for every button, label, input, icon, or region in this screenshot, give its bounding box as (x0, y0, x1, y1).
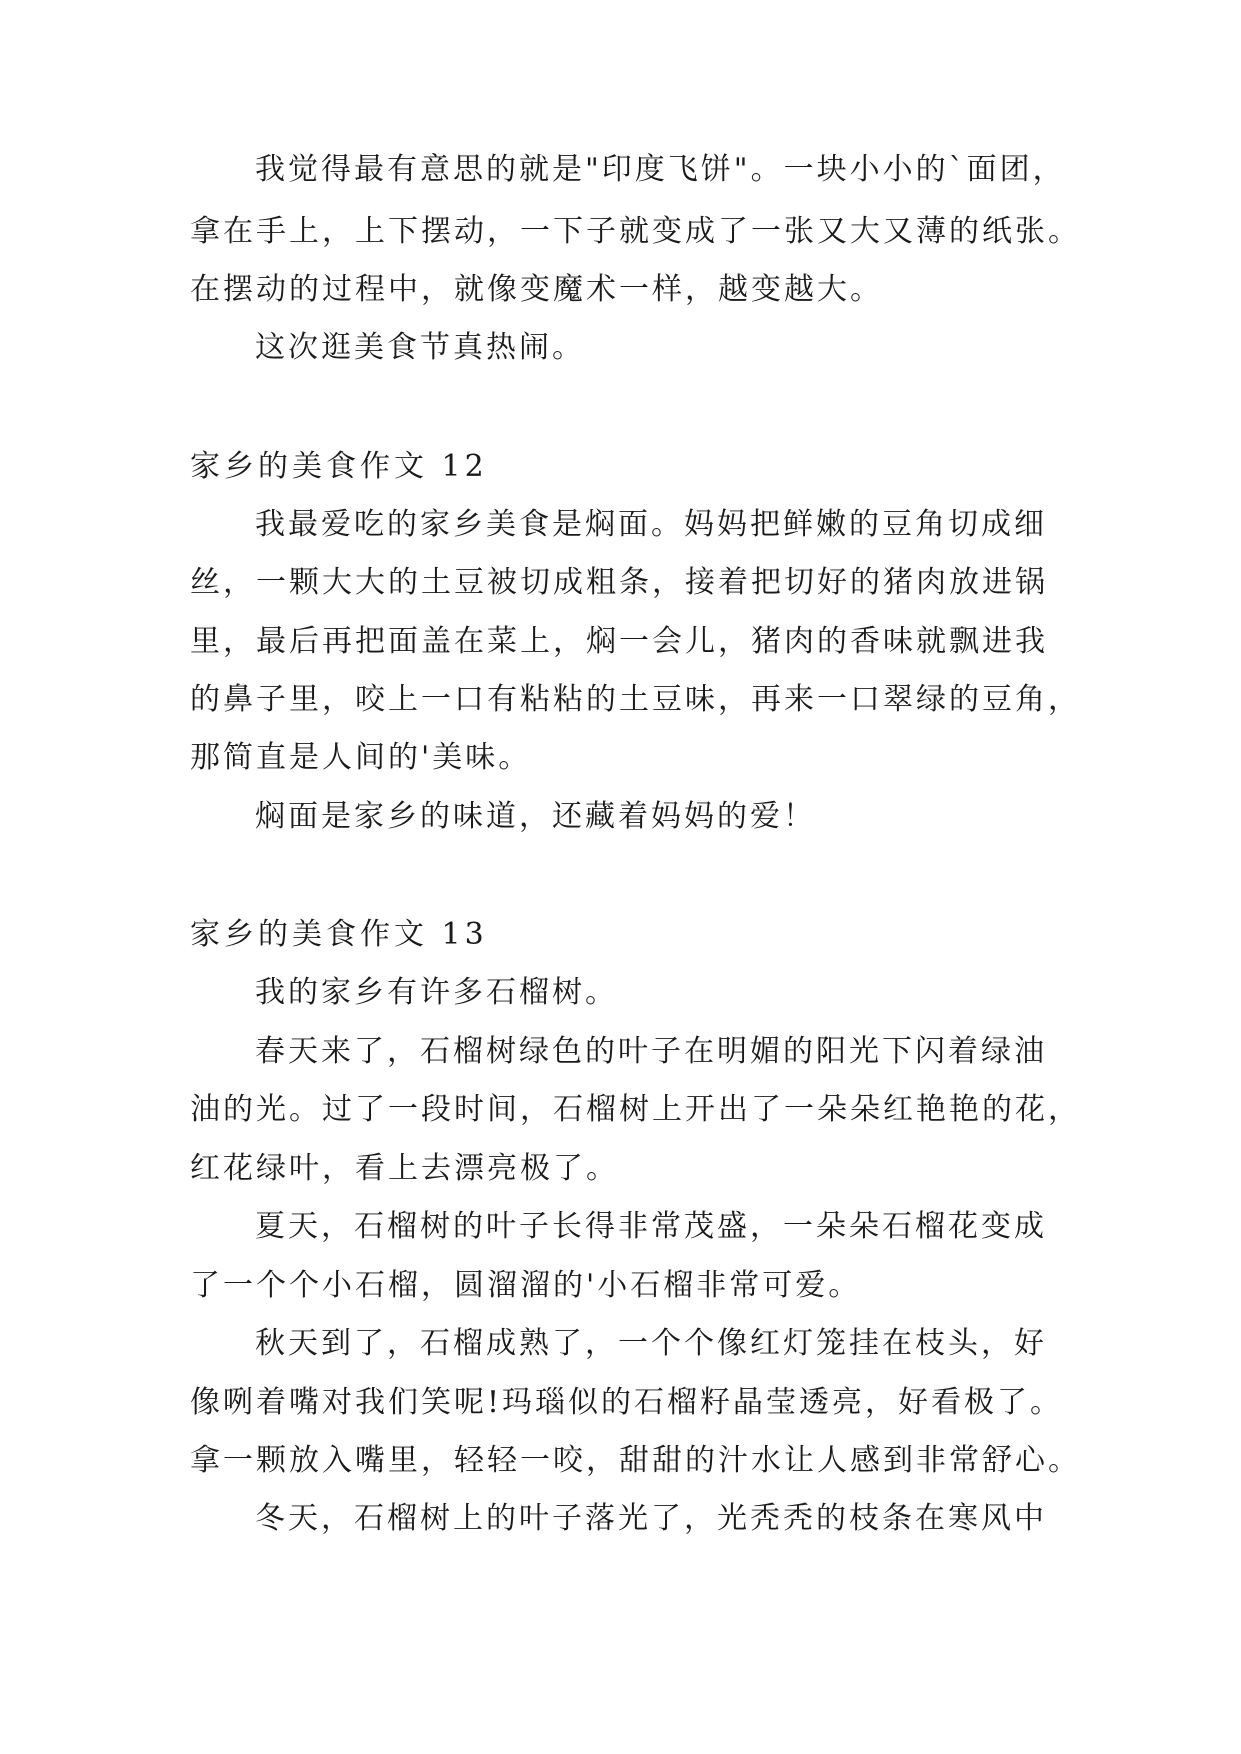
paragraph-line: 红花绿叶，看上去漂亮极了。 (190, 1151, 619, 1186)
paragraph-line: 那简直是人间的'美味。 (190, 740, 532, 775)
paragraph-line: 了一个个小石榴，圆溜溜的'小石榴非常可爱。 (190, 1268, 862, 1303)
essay-title: 家乡的美食作文 13 (190, 917, 488, 952)
paragraph-line: 冬天，石榴树上的叶子落光了，光秃秃的枝条在寒风中 (255, 1501, 1047, 1536)
paragraph-line: 的鼻子里，咬上一口有粘粘的土豆味，再来一口翠绿的豆角， (190, 682, 1081, 717)
paragraph-line: 在摆动的过程中，就像变魔术一样，越变越大。 (190, 272, 883, 307)
paragraph-line: 里，最后再把面盖在菜上，焖一会儿，猪肉的香味就飘进我 (190, 624, 1048, 659)
paragraph-line: 我觉得最有意思的就是"印度飞饼"。一块小小的`面团， (255, 152, 1066, 187)
paragraph-line: 拿一颗放入嘴里，轻轻一咬，甜甜的汁水让人感到非常舒心。 (190, 1443, 1081, 1478)
paragraph-line: 我最爱吃的家乡美食是焖面。妈妈把鲜嫩的豆角切成细 (255, 507, 1047, 542)
paragraph-line: 焖面是家乡的味道，还藏着妈妈的爱！ (255, 799, 816, 834)
paragraph-line: 春天来了，石榴树绿色的叶子在明媚的阳光下闪着绿油 (255, 1034, 1047, 1069)
paragraph-line: 丝，一颗大大的土豆被切成粗条，接着把切好的猪肉放进锅 (190, 565, 1048, 600)
paragraph-line: 这次逛美食节真热闹。 (255, 330, 585, 365)
paragraph-line: 拿在手上，上下摆动，一下子就变成了一张又大又薄的纸张。 (190, 214, 1081, 249)
paragraph-line: 像咧着嘴对我们笑呢!玛瑙似的石榴籽晶莹透亮，好看极了。 (190, 1385, 1064, 1420)
essay-title: 家乡的美食作文 12 (190, 449, 488, 484)
paragraph-line: 秋天到了，石榴成熟了，一个个像红灯笼挂在枝头，好 (255, 1326, 1047, 1361)
paragraph-line: 夏天，石榴树的叶子长得非常茂盛，一朵朵石榴花变成 (255, 1209, 1047, 1244)
paragraph-line: 我的家乡有许多石榴树。 (255, 975, 618, 1010)
paragraph-line: 油的光。过了一段时间，石榴树上开出了一朵朵红艳艳的花， (190, 1092, 1081, 1127)
